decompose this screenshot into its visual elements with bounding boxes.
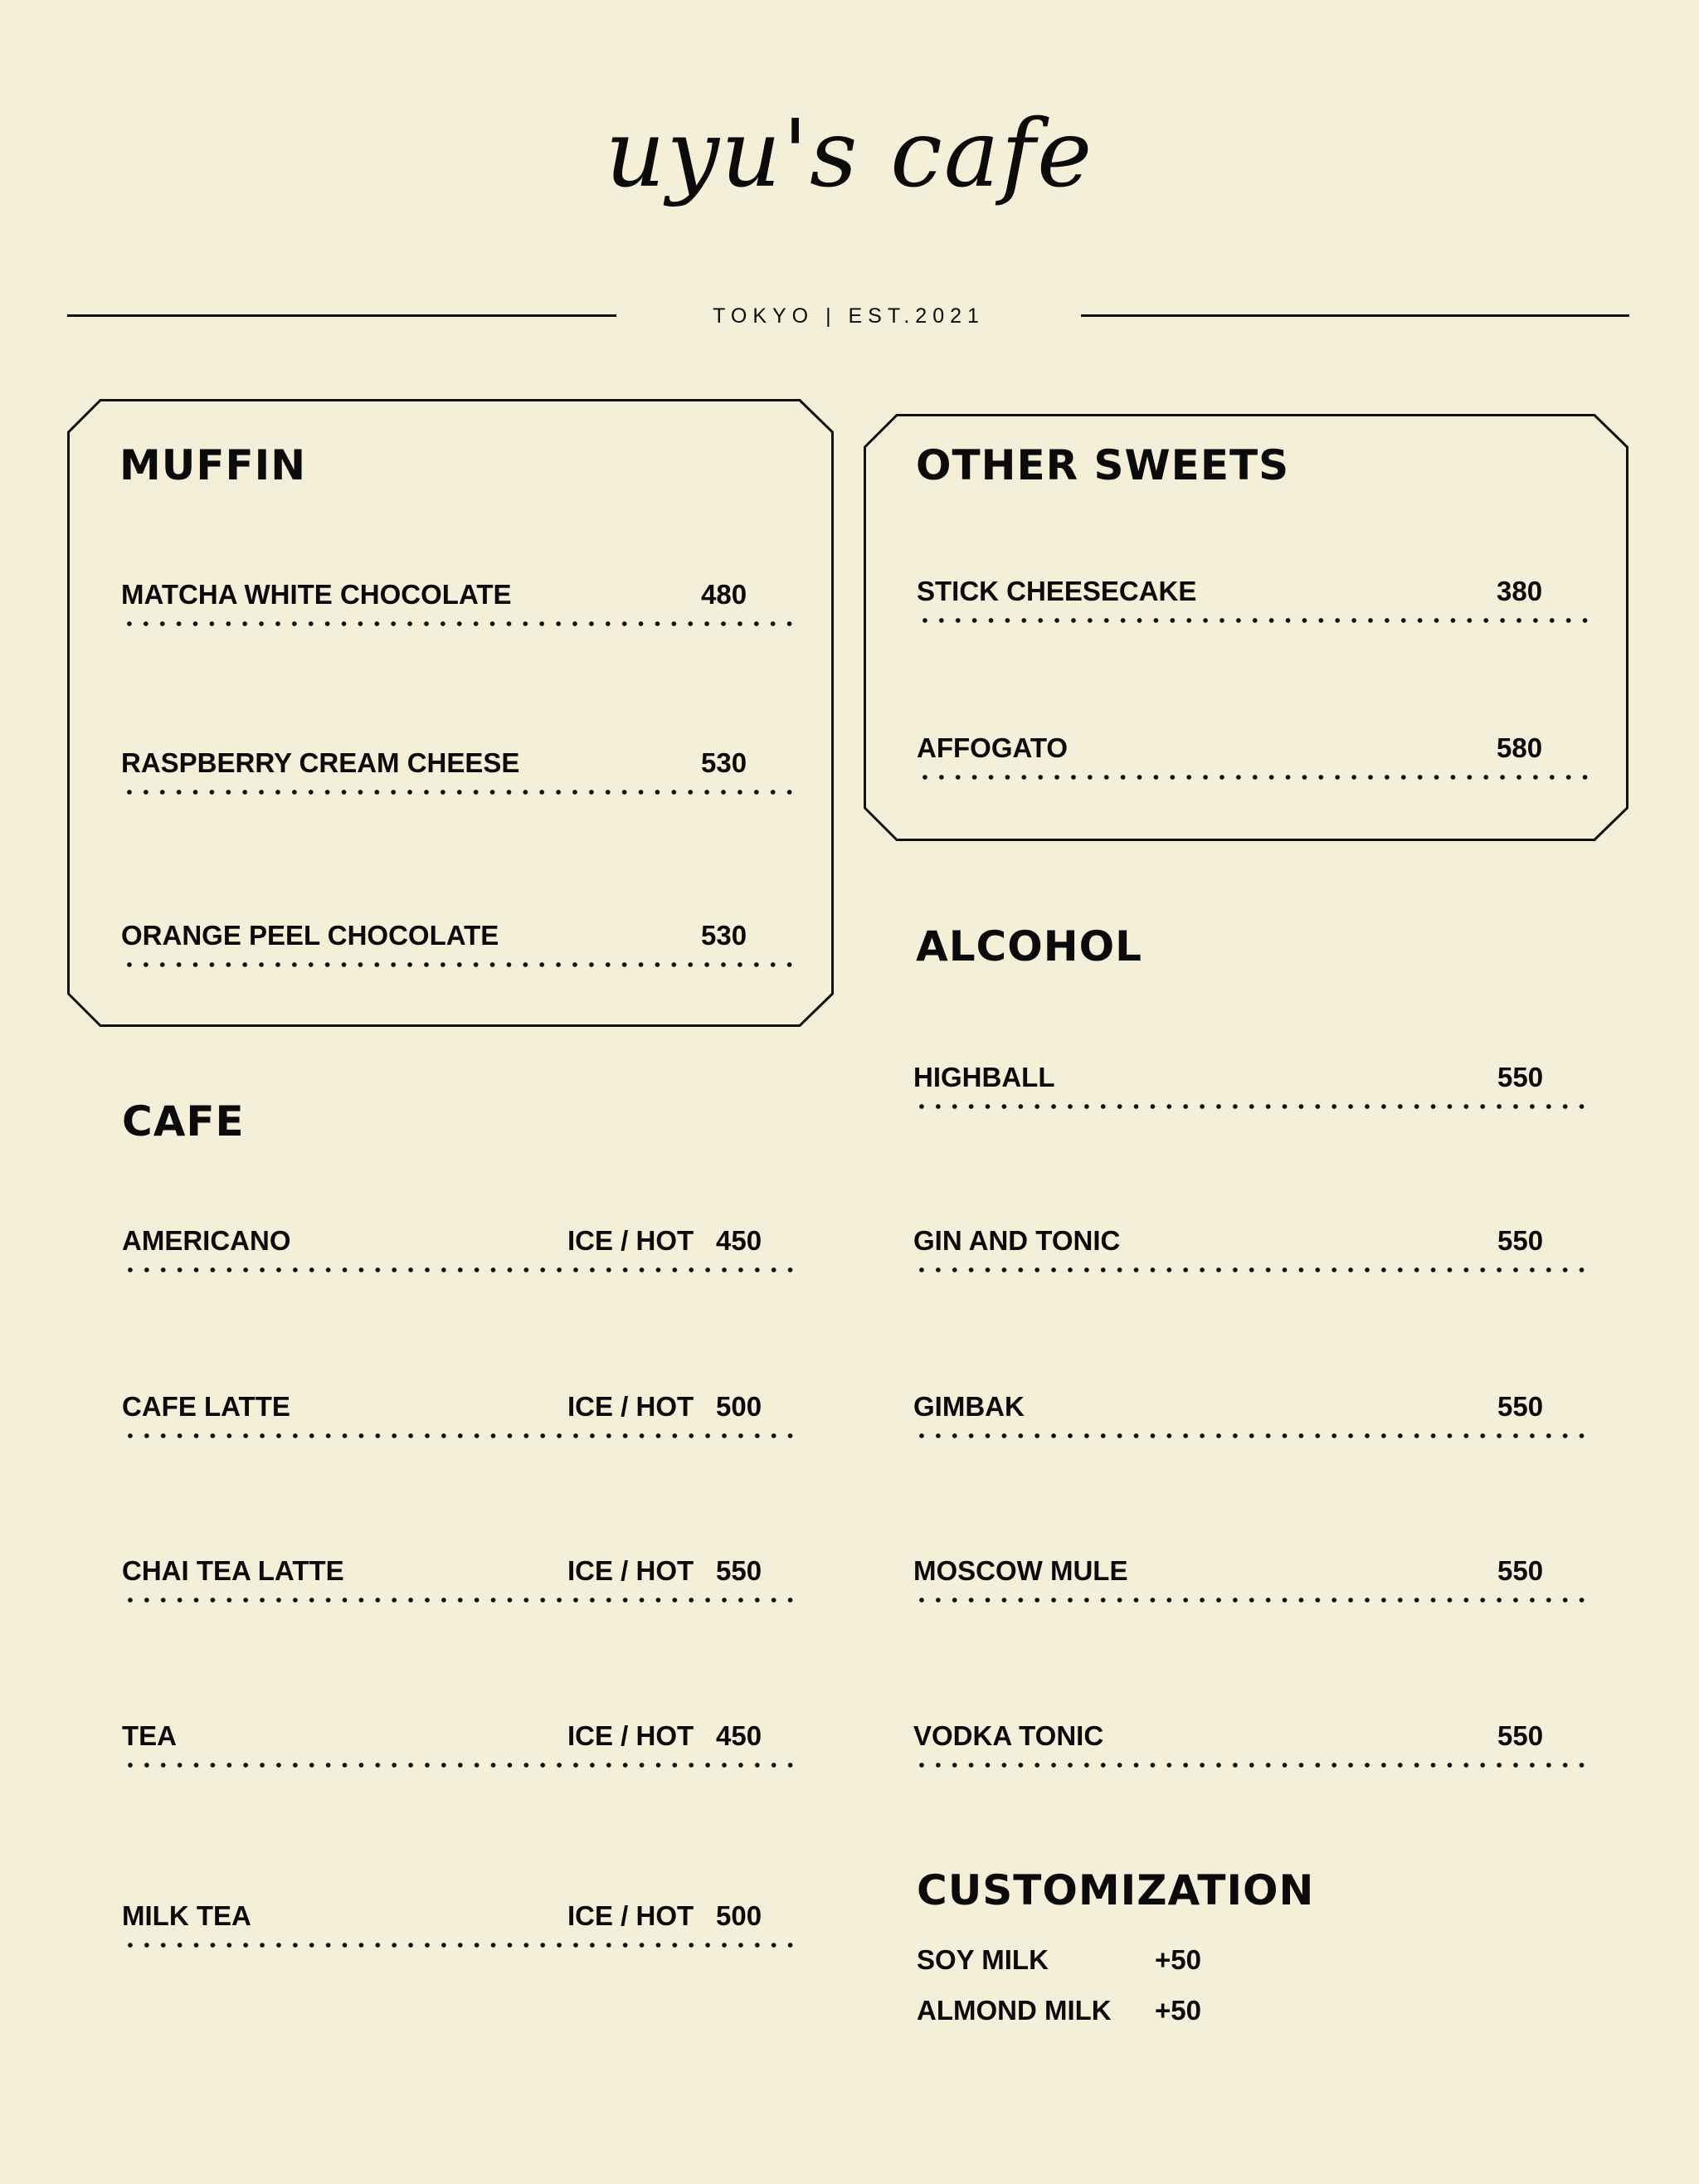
item-price: 450 bbox=[716, 1225, 762, 1256]
item-price: +50 bbox=[1155, 1995, 1201, 2026]
menu-item bbox=[913, 1390, 1589, 1440]
item-name: STICK CHEESECAKE bbox=[917, 576, 1197, 606]
dotted-leader bbox=[917, 775, 1589, 780]
dotted-leader bbox=[122, 1943, 794, 1948]
menu-item bbox=[122, 1554, 798, 1604]
dotted-leader bbox=[122, 1433, 794, 1438]
item-price: +50 bbox=[1155, 1944, 1201, 1975]
other-sweets-heading: OTHER SWEETS bbox=[916, 441, 1290, 489]
menu-item bbox=[121, 747, 797, 796]
item-name: CAFE LATTE bbox=[122, 1391, 290, 1422]
item-price: 530 bbox=[701, 920, 747, 951]
menu-item bbox=[913, 1224, 1589, 1274]
item-price: 580 bbox=[1497, 732, 1543, 763]
item-name: MOSCOW MULE bbox=[913, 1555, 1128, 1586]
item-name: AFFOGATO bbox=[917, 732, 1069, 763]
item-name: HIGHBALL bbox=[913, 1062, 1055, 1092]
item-name: RASPBERRY CREAM CHEESE bbox=[121, 747, 520, 778]
cafe-logo: uyu's cafe bbox=[605, 100, 1094, 208]
item-name: VODKA TONIC bbox=[913, 1720, 1104, 1751]
muffin-heading: MUFFIN bbox=[119, 441, 307, 489]
item-name: ORANGE PEEL CHOCOLATE bbox=[121, 920, 499, 951]
menu-item bbox=[917, 575, 1593, 625]
dotted-leader bbox=[122, 1267, 794, 1272]
menu-item bbox=[917, 732, 1593, 781]
cafe-heading: CAFE bbox=[122, 1097, 245, 1146]
menu-item bbox=[122, 1899, 798, 1949]
dotted-leader bbox=[913, 1433, 1585, 1438]
item-name: SOY MILK bbox=[917, 1944, 1049, 1975]
item-name: MILK TEA bbox=[122, 1900, 251, 1931]
item-price: 480 bbox=[701, 579, 747, 610]
item-price: 550 bbox=[1497, 1062, 1544, 1092]
item-price: 550 bbox=[1497, 1391, 1544, 1422]
menu-item bbox=[122, 1390, 798, 1440]
menu-item bbox=[122, 1719, 798, 1769]
item-name: GIMBAK bbox=[913, 1391, 1025, 1422]
header-divider-left bbox=[67, 314, 616, 317]
item-price: 380 bbox=[1497, 576, 1543, 606]
dotted-leader bbox=[913, 1763, 1585, 1768]
dotted-leader bbox=[121, 790, 793, 795]
item-name: MATCHA WHITE CHOCOLATE bbox=[121, 579, 512, 610]
item-price: 530 bbox=[701, 747, 747, 778]
temperature-option: ICE / HOT bbox=[567, 1555, 694, 1586]
alcohol-heading: ALCOHOL bbox=[916, 922, 1142, 970]
item-name: GIN AND TONIC bbox=[913, 1225, 1121, 1256]
header-divider-right bbox=[1081, 314, 1629, 317]
item-name: AMERICANO bbox=[122, 1225, 291, 1256]
menu-item bbox=[121, 919, 797, 969]
customization-heading: CUSTOMIZATION bbox=[917, 1866, 1315, 1914]
menu-item bbox=[122, 1224, 798, 1274]
other-sweets-section bbox=[864, 414, 1628, 841]
location-established: TOKYO | EST.2021 bbox=[713, 304, 985, 328]
muffin-section bbox=[67, 399, 834, 1027]
item-name: CHAI TEA LATTE bbox=[122, 1555, 344, 1586]
menu-item bbox=[913, 1719, 1589, 1769]
item-price: 550 bbox=[716, 1555, 762, 1586]
item-price: 550 bbox=[1497, 1225, 1544, 1256]
temperature-option: ICE / HOT bbox=[567, 1720, 694, 1751]
item-price: 550 bbox=[1497, 1555, 1544, 1586]
menu-item bbox=[913, 1061, 1589, 1111]
dotted-leader bbox=[122, 1598, 794, 1603]
dotted-leader bbox=[913, 1267, 1585, 1272]
item-name: ALMOND MILK bbox=[917, 1995, 1112, 2026]
menu-item bbox=[913, 1554, 1589, 1604]
dotted-leader bbox=[913, 1598, 1585, 1603]
item-name: TEA bbox=[122, 1720, 177, 1751]
dotted-leader bbox=[917, 618, 1589, 623]
dotted-leader bbox=[121, 962, 793, 967]
item-price: 450 bbox=[716, 1720, 762, 1751]
temperature-option: ICE / HOT bbox=[567, 1225, 694, 1256]
dotted-leader bbox=[121, 621, 793, 626]
item-price: 500 bbox=[716, 1391, 762, 1422]
dotted-leader bbox=[913, 1104, 1585, 1109]
dotted-leader bbox=[122, 1763, 794, 1768]
menu-item bbox=[121, 578, 797, 628]
temperature-option: ICE / HOT bbox=[567, 1391, 694, 1422]
temperature-option: ICE / HOT bbox=[567, 1900, 694, 1931]
item-price: 500 bbox=[716, 1900, 762, 1931]
item-price: 550 bbox=[1497, 1720, 1544, 1751]
